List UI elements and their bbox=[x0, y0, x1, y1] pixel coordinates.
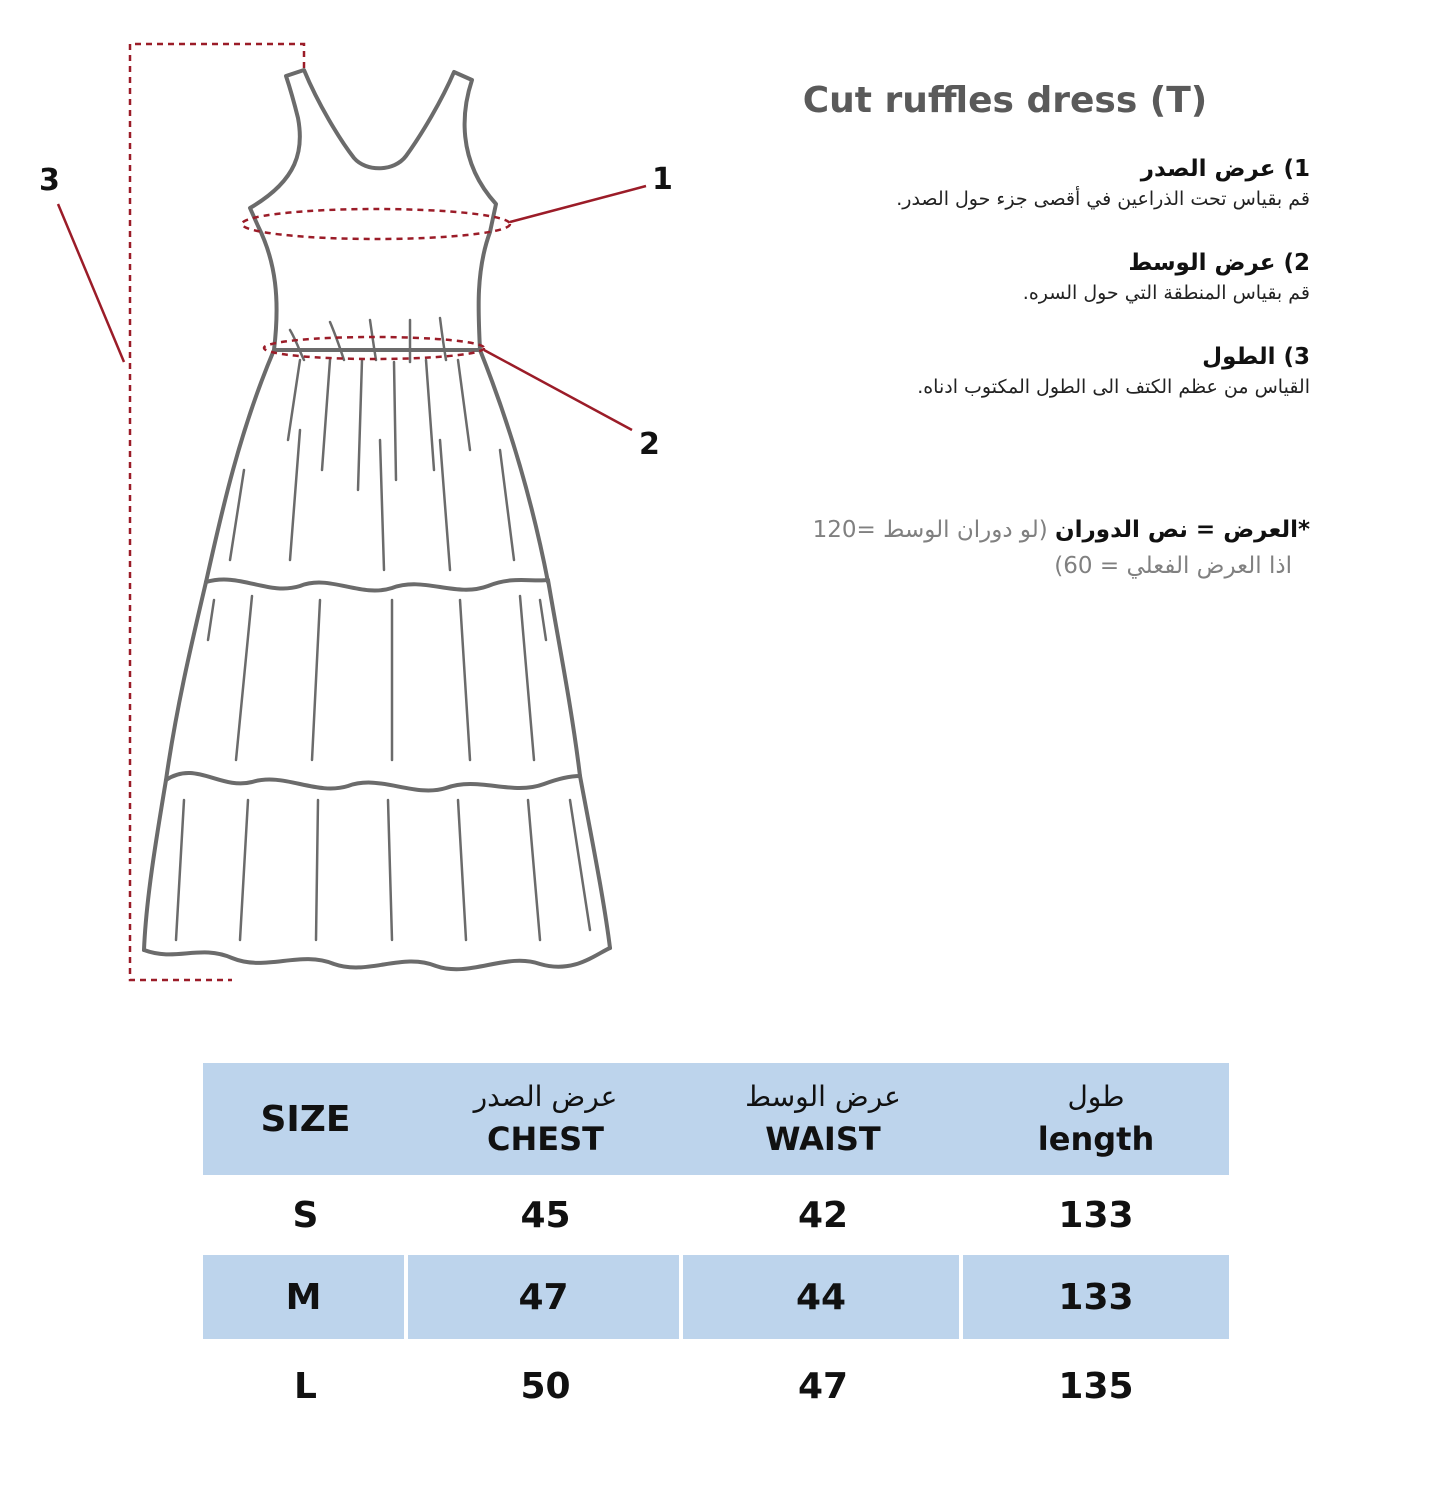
instruction-waist bbox=[750, 247, 1310, 307]
header-chest: عرض الصدر CHEST bbox=[473, 1080, 618, 1158]
instruction-length bbox=[750, 341, 1310, 401]
header-size: SIZE bbox=[260, 1098, 351, 1140]
instruction-waist-heading: 2) عرض الوسط bbox=[1128, 250, 1310, 276]
chest-measure-loop bbox=[242, 209, 510, 239]
dress-hem bbox=[144, 948, 610, 969]
cell-chest: 50 bbox=[408, 1339, 683, 1433]
size-chart-table bbox=[203, 1063, 1229, 1433]
table-row bbox=[203, 1255, 1229, 1339]
dress-skirt-tier-2 bbox=[166, 580, 580, 780]
cell-chest: 47 bbox=[408, 1255, 683, 1339]
length-leader-line bbox=[58, 204, 124, 362]
dress-ruffle-seam-2 bbox=[166, 773, 580, 791]
marker-length-number: 3 bbox=[39, 163, 60, 198]
cell-length: 133 bbox=[963, 1175, 1229, 1255]
dress-skirt-tier-3 bbox=[144, 776, 610, 950]
cell-length: 135 bbox=[963, 1339, 1229, 1433]
width-note bbox=[670, 512, 1310, 584]
header-waist: عرض الوسط WAIST bbox=[745, 1080, 901, 1158]
dress-illustration bbox=[0, 0, 760, 1010]
dress-bodice bbox=[250, 70, 496, 350]
width-note-line2: اذا العرض الفعلي = 60) bbox=[1054, 553, 1292, 579]
instruction-waist-text: قم بقياس المنطقة التي حول السره. bbox=[1022, 282, 1310, 304]
dress-skirt-tier-1 bbox=[206, 350, 548, 582]
instruction-length-text: القياس من عظم الكتف الى الطول المكتوب ادناه. bbox=[917, 376, 1310, 398]
width-note-paren: (لو دوران الوسط =120 bbox=[812, 517, 1048, 543]
table-row bbox=[203, 1175, 1229, 1255]
cell-size: S bbox=[203, 1175, 408, 1255]
size-table-header-row bbox=[203, 1063, 1229, 1175]
cell-waist: 47 bbox=[683, 1339, 963, 1433]
cell-size: M bbox=[203, 1255, 408, 1339]
instruction-chest-heading: 1) عرض الصدر bbox=[1140, 156, 1310, 182]
table-row bbox=[203, 1339, 1229, 1433]
cell-length: 133 bbox=[963, 1255, 1229, 1339]
instruction-length-heading: 3) الطول bbox=[1202, 344, 1310, 370]
chest-leader-line bbox=[510, 186, 646, 222]
cell-chest: 45 bbox=[408, 1175, 683, 1255]
cell-waist: 44 bbox=[683, 1255, 963, 1339]
cell-size: L bbox=[203, 1339, 408, 1433]
cell-waist: 42 bbox=[683, 1175, 963, 1255]
marker-chest-number: 1 bbox=[652, 162, 673, 197]
marker-waist-number: 2 bbox=[639, 427, 660, 462]
instruction-chest-text: قم بقياس تحت الذراعين في أقصى جزء حول الصدر. bbox=[896, 188, 1310, 210]
header-length: طول length bbox=[1037, 1080, 1155, 1158]
instruction-chest bbox=[750, 153, 1310, 213]
dress-ruffle-seam-1 bbox=[206, 580, 548, 591]
product-title: Cut ruffles dress (T) bbox=[802, 80, 1208, 121]
width-note-bold: *العرض = نص الدوران bbox=[1055, 517, 1310, 543]
